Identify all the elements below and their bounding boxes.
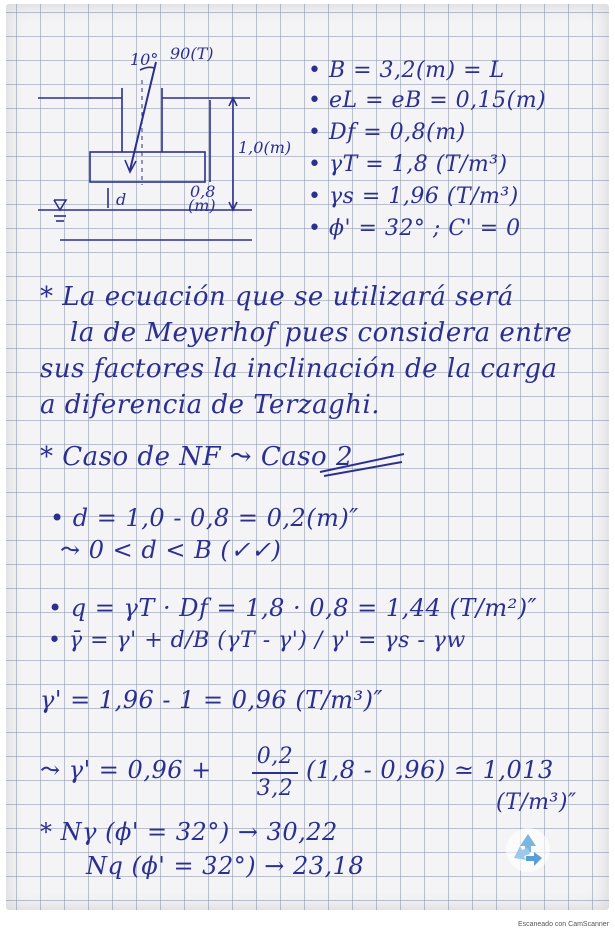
caso-line: * Caso de NF ⤳ Caso 2 <box>40 442 354 472</box>
gamma-result-b: (1,8 - 0,96) ≃ 1,013 <box>306 756 554 784</box>
h-label-1: 0,8 <box>190 182 216 201</box>
caso-underline <box>318 448 408 478</box>
gamma-bar: • γ̄ = γ' + d/B (γT - γ') / γ' = γs - γw <box>48 628 466 653</box>
gamma-frac-den: 3,2 <box>256 776 294 801</box>
depth-label: 1,0(m) <box>238 138 292 157</box>
scanner-footer: Escaneado con CamScanner <box>517 921 609 928</box>
gamma-frac-num: 0,2 <box>256 744 294 769</box>
given-df: • Df = 0,8(m) <box>308 120 466 145</box>
paragraph-line-1: * La ecuación que se utilizará será <box>40 282 514 312</box>
given-phi: • ϕ' = 32° ; C' = 0 <box>308 216 521 241</box>
d-label: d <box>116 190 127 209</box>
gamma-unit: (T/m³)″ <box>496 790 577 815</box>
h-label-2: (m) <box>188 196 216 215</box>
angle-label: 10° <box>130 50 159 69</box>
d-check: ⤳ 0 < d < B (✓✓) <box>60 536 282 564</box>
gamma-prime: γ' = 1,96 - 1 = 0,96 (T/m³)″ <box>40 686 383 714</box>
given-gamma-t: • γT = 1,8 (T/m³) <box>308 152 508 177</box>
paragraph-line-4: a diferencia de Terzaghi. <box>40 390 381 420</box>
paragraph-line-3: sus factores la inclinación de la carga <box>40 354 558 384</box>
nq-line: Nq (ϕ' = 32°) → 23,18 <box>86 852 365 880</box>
paragraph-line-2: la de Meyerhof pues considera entre <box>70 318 573 348</box>
given-b: • B = 3,2(m) = L <box>308 58 505 83</box>
d-calc: • d = 1,0 - 0,8 = 0,2(m)″ <box>50 504 359 532</box>
fraction-bar <box>252 772 298 774</box>
q-calc: • q = γT · Df = 1,8 · 0,8 = 1,44 (T/m²)″ <box>48 594 538 622</box>
recycle-icon <box>504 826 552 874</box>
load-label: 90(T) <box>170 44 214 63</box>
gamma-result-a: ⤳ γ' = 0,96 + <box>40 756 212 784</box>
given-e: • eL = eB = 0,15(m) <box>308 88 547 113</box>
ngamma-line: * Nγ (ϕ' = 32°) → 30,22 <box>40 818 338 846</box>
given-gamma-s: • γs = 1,96 (T/m³) <box>308 184 519 209</box>
